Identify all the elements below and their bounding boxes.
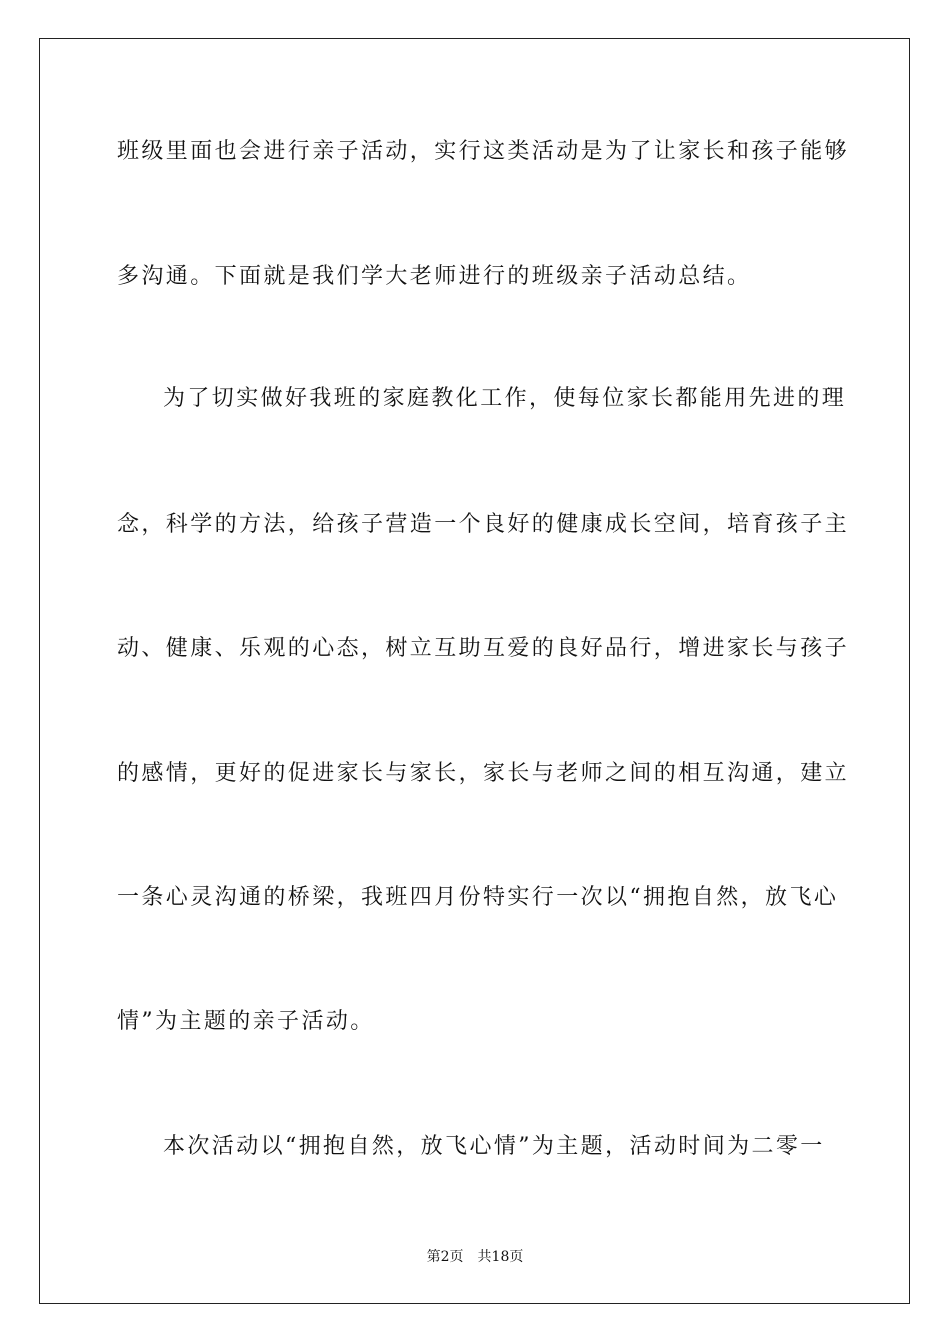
text-line-1: 班级里面也会进行亲子活动，实行这类活动是为了让家长和孩子能够: [117, 139, 850, 164]
text-line-8: 情”为主题的亲子活动。: [117, 1009, 375, 1034]
page-total: 共18页: [477, 1249, 524, 1265]
page-footer: [0, 1248, 950, 1266]
text-line-5: 动、健康、乐观的心态，树立互助互爱的良好品行，增进家长与孩子: [117, 636, 850, 661]
page-number: 第2页: [426, 1249, 464, 1265]
text-line-3: 为了切实做好我班的家庭教化工作，使每位家长都能用先进的理: [163, 386, 847, 411]
text-line-6: 的感情，更好的促进家长与家长，家长与老师之间的相互沟通，建立: [117, 761, 850, 786]
text-line-4: 念，科学的方法，给孩子营造一个良好的健康成长空间，培育孩子主: [117, 512, 850, 537]
text-line-7: 一条心灵沟通的桥梁，我班四月份特实行一次以“拥抱自然，放飞心: [117, 885, 839, 910]
page-border: [39, 38, 910, 1304]
text-line-2: 多沟通。下面就是我们学大老师进行的班级亲子活动总结。: [117, 264, 752, 289]
text-line-9: 本次活动以“拥抱自然，放飞心情”为主题，活动时间为二零一: [163, 1134, 825, 1159]
